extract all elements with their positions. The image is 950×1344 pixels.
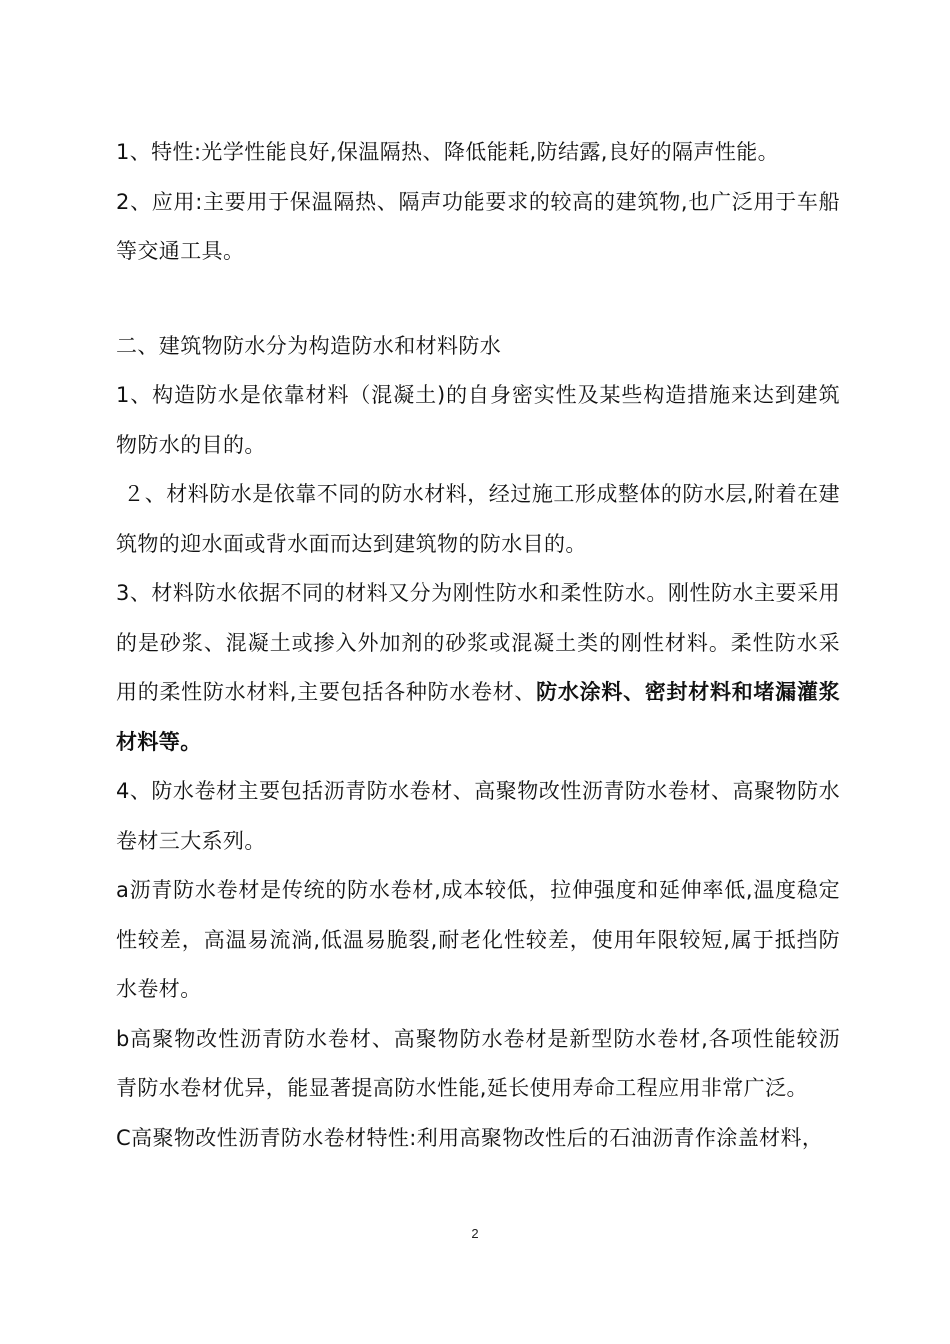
paragraph-membrane-series: 4、防水卷材主要包括沥青防水卷材、高聚物改性沥青防水卷材、高聚物防水卷材三大系列。 [116,779,840,853]
page-body [116,128,840,1163]
paragraph-asphalt-membrane: a沥青防水卷材是传统的防水卷材,成本较低，拉伸强度和延伸率低,温度稳定性较差，高温易流淌,低温易脆裂,耐老化性较差，使用年限较短,属于抵挡防水卷材。 [116,878,840,1001]
section-spacer [116,277,840,322]
paragraph-properties: 1、特性:光学性能良好,保温隔热、降低能耗,防结露,良好的隔声性能。 [116,140,780,164]
section-heading: 二、建筑物防水分为构造防水和材料防水 [116,333,502,358]
paragraph-rigid-flexible [116,569,840,767]
paragraph-polymer-properties: C高聚物改性沥青防水卷材特性:利用高聚物改性后的石油沥青作涂盖材料， [116,1125,824,1150]
paragraph-rigid-flexible-text: 3、材料防水依据不同的材料又分为刚性防水和柔性防水。刚性防水主要采用的是砂浆、混凝土或掺入外加剂的砂浆或混凝土类的刚性材料。柔性防水采用的柔性防水材料,主要包括各种防水卷材、 [116,581,840,704]
paragraph-material-waterproofing: ２、材料防水是依靠不同的防水材料，经过施工形成整体的防水层,附着在建筑物的迎水面或背水面而达到建筑物的防水目的。 [116,482,840,556]
paragraph-polymer-membrane: b高聚物改性沥青防水卷材、高聚物防水卷材是新型防水卷材,各项性能较沥青防水卷材优异，能显著提高防水性能,延长使用寿命工程应用非常广泛。 [116,1026,840,1100]
paragraph-rigid-flexible-bold: 防水涂料、密封材料和堵漏灌浆材料等。 [116,680,840,754]
paragraph-structural-waterproofing: 1、构造防水是依靠材料（混凝土)的自身密实性及某些构造措施来达到建筑物防水的目的。 [116,383,840,457]
page-number: 2 [471,1226,479,1241]
paragraph-applications: 2、应用:主要用于保温隔热、隔声功能要求的较高的建筑物,也广泛用于车船等交通工具。 [116,189,840,263]
